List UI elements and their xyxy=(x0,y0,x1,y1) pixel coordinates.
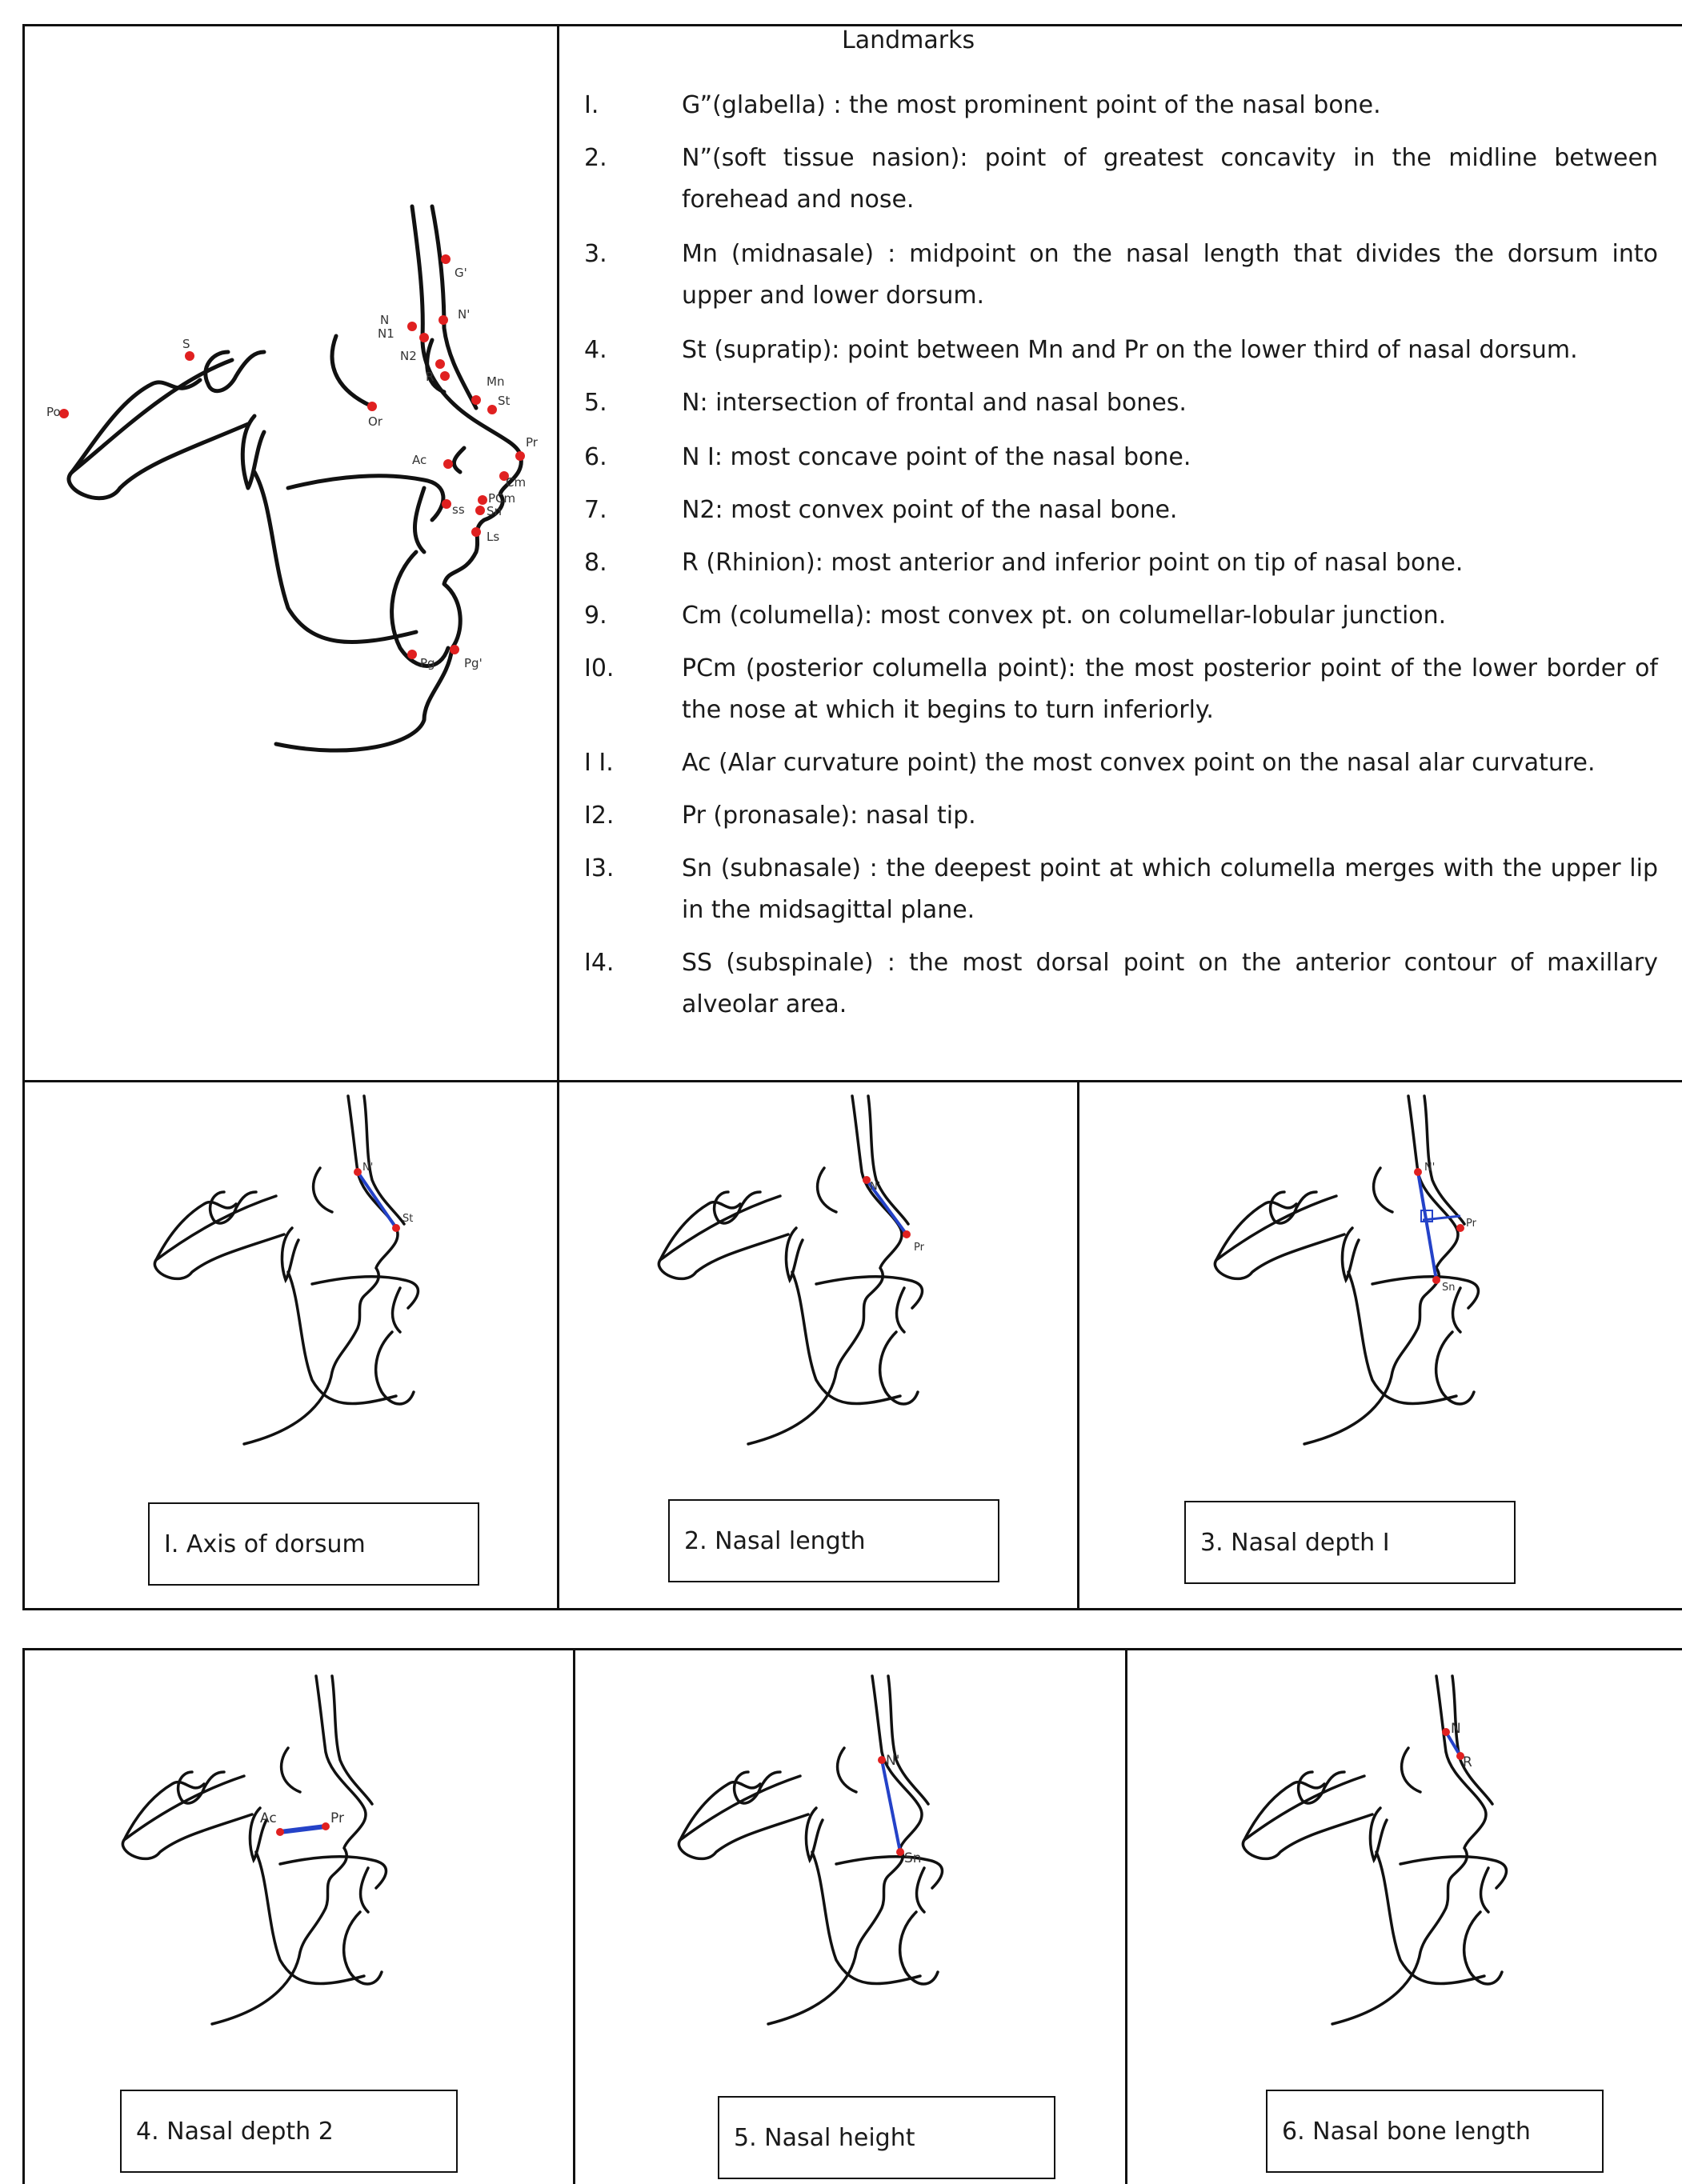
measurement-line xyxy=(358,1172,396,1228)
landmark-description: St (supratip): point between Mn and Pr on the lower third of nasal dorsum. xyxy=(682,336,1578,364)
label-st: St xyxy=(498,394,511,408)
landmark-number: 9. xyxy=(584,602,607,630)
outline-path xyxy=(361,1868,368,1912)
outline-path xyxy=(888,1676,928,1804)
outline-path xyxy=(1243,1814,1372,1858)
landmark-dot xyxy=(392,1224,400,1232)
profile-outline xyxy=(1215,1096,1478,1444)
profile-outline xyxy=(154,1096,418,1444)
label-mn: Mn xyxy=(487,374,505,389)
landmark-number: 7. xyxy=(584,496,607,524)
label-g-soft: G' xyxy=(455,266,467,280)
row2-bottom xyxy=(22,1608,1682,1610)
panel-6-figure xyxy=(1236,1672,1540,2048)
measurement-line xyxy=(1423,1216,1460,1220)
panel-4-figure xyxy=(116,1672,420,2048)
landmark-description: N2: most convex point of the nasal bone. xyxy=(682,496,1178,524)
outline-path xyxy=(332,1676,372,1804)
label-n1: N1 xyxy=(378,326,394,341)
outline-path xyxy=(1436,1332,1474,1404)
outline-path xyxy=(838,1748,856,1792)
row3-divider-2 xyxy=(1125,1648,1127,2184)
outline-path xyxy=(1400,1857,1507,1888)
label-s: S xyxy=(182,337,190,351)
landmark-label: N' xyxy=(362,1162,374,1174)
left-border-lower xyxy=(22,1648,25,2184)
landmark-number: 6. xyxy=(584,443,607,471)
landmark-label: Ac xyxy=(260,1810,277,1826)
outline-path xyxy=(1372,1277,1479,1308)
caption-nasal-bone-length: 6. Nasal bone length xyxy=(1266,2090,1604,2173)
landmark-dot xyxy=(903,1230,911,1238)
outline-path xyxy=(1244,1776,1364,1840)
outline-path xyxy=(1342,1228,1359,1280)
outline-path xyxy=(1348,1272,1456,1404)
profile-outline xyxy=(69,206,521,750)
landmark-description: N”(soft tissue nasion): point of greatest concavity in the midline between forehead and nose. xyxy=(682,144,1658,214)
landmark-description: N: intersection of frontal and nasal bones. xyxy=(682,389,1187,417)
outline-path xyxy=(1464,1912,1502,1984)
caption-nasal-length: 2. Nasal length xyxy=(668,1499,999,1582)
row3-top xyxy=(22,1648,1682,1650)
label-po: Po xyxy=(46,405,61,419)
outline-path xyxy=(917,1868,924,1912)
landmark-description: Cm (columella): most convex pt. on columellar-lobular junction. xyxy=(682,602,1447,630)
landmark-description: N I: most concave point of the nasal bone. xyxy=(682,443,1191,471)
landmark-description: Pr (pronasale): nasal tip. xyxy=(682,802,976,830)
outline-path xyxy=(1376,1852,1484,1984)
profile-outline xyxy=(122,1676,386,2024)
measurement-line xyxy=(1418,1172,1436,1280)
landmark-number: 3. xyxy=(584,240,607,268)
label-ss: ss xyxy=(452,502,465,517)
landmark-dot xyxy=(1456,1224,1464,1232)
outline-path xyxy=(154,1234,284,1278)
outline-path xyxy=(1453,1288,1460,1332)
panel-5-figure xyxy=(672,1672,976,2048)
landmark-label: N' xyxy=(870,1181,881,1193)
label-pg: Pg xyxy=(420,656,435,670)
row1-bottom xyxy=(22,1080,1682,1082)
landmark-description: Mn (midnasale) : midpoint on the nasal length that divides the dorsum into upper and lower dorsum. xyxy=(682,240,1658,310)
landmark-dot xyxy=(878,1756,886,1764)
outline-path xyxy=(680,1776,800,1840)
landmark-label: N' xyxy=(886,1753,900,1769)
outline-path xyxy=(1374,1168,1392,1212)
landmark-description: G”(glabella) : the most prominent point of the nasal bone. xyxy=(682,91,1381,119)
landmark-number: 5. xyxy=(584,389,607,417)
outline-path xyxy=(1452,1676,1492,1804)
landmark-dot xyxy=(1432,1276,1440,1284)
landmark-dot xyxy=(1414,1168,1422,1176)
label-n2: N2 xyxy=(400,349,417,363)
outline-path xyxy=(868,1096,908,1224)
landmark-number: I I. xyxy=(584,749,614,777)
landmark-label: Sn xyxy=(904,1850,922,1866)
landmark-label: St xyxy=(402,1213,414,1225)
outline-path xyxy=(256,1852,364,1984)
landmark-number: 8. xyxy=(584,549,607,577)
label-n-soft: N' xyxy=(458,307,471,322)
caption-nasal-depth-1: 3. Nasal depth I xyxy=(1184,1501,1516,1584)
outline-path xyxy=(792,1272,900,1404)
outline-path xyxy=(288,1272,396,1404)
panel-2-figure xyxy=(652,1092,956,1468)
label-r: R xyxy=(426,370,435,384)
landmark-dot xyxy=(276,1828,284,1836)
landmark-description: Ac (Alar curvature point) the most convex point on the nasal alar curvature. xyxy=(682,749,1596,777)
label-ls: Ls xyxy=(487,530,500,544)
profile-outline xyxy=(1243,1676,1506,2024)
landmark-dot xyxy=(354,1168,362,1176)
landmark-label: N' xyxy=(1424,1162,1436,1174)
outline-path xyxy=(659,1234,788,1278)
landmarks-title: Landmarks xyxy=(842,26,975,54)
outline-path xyxy=(880,1332,918,1404)
landmark-dot xyxy=(322,1822,330,1830)
main-cephalometric-figure xyxy=(48,200,560,776)
landmark-number: 4. xyxy=(584,336,607,364)
landmark-number: I0. xyxy=(584,654,615,682)
landmark-dot xyxy=(1442,1728,1450,1736)
outline-path xyxy=(1481,1868,1488,1912)
outline-path xyxy=(376,1332,414,1404)
landmark-number: 2. xyxy=(584,144,607,172)
caption-axis-of-dorsum: I. Axis of dorsum xyxy=(148,1502,479,1586)
left-border-upper xyxy=(22,24,25,1608)
outline-path xyxy=(818,1168,836,1212)
outline-path xyxy=(124,1776,244,1840)
outline-path xyxy=(1215,1234,1344,1278)
landmark-number: I2. xyxy=(584,802,615,830)
outline-path xyxy=(282,1228,298,1280)
caption-nasal-depth-2: 4. Nasal depth 2 xyxy=(120,2090,458,2173)
outline-path xyxy=(806,1808,823,1860)
outline-path xyxy=(900,1912,938,1984)
landmark-label: Pr xyxy=(914,1242,924,1254)
label-pr: Pr xyxy=(526,435,538,450)
landmark-dot xyxy=(896,1848,904,1856)
outline-path xyxy=(660,1196,780,1260)
outline-path xyxy=(393,1288,400,1332)
panel-3-figure xyxy=(1208,1092,1512,1468)
outline-path xyxy=(280,1857,386,1888)
row2-divider xyxy=(1077,1080,1079,1608)
landmark-label: R xyxy=(1463,1754,1472,1770)
landmark-description: SS (subspinale) : the most dorsal point on the anterior contour of maxillary alveolar area. xyxy=(682,949,1658,1018)
outline-path xyxy=(816,1277,923,1308)
outline-path xyxy=(122,1814,252,1858)
row3-divider-1 xyxy=(573,1648,575,2184)
outline-path xyxy=(897,1288,904,1332)
landmark-label: Pr xyxy=(330,1810,344,1826)
landmark-number: I. xyxy=(584,91,599,119)
outline-path xyxy=(1424,1096,1464,1224)
label-cm: Cm xyxy=(506,475,527,490)
label-pcm: PCm xyxy=(488,491,516,506)
landmark-number: I3. xyxy=(584,854,615,882)
outline-path xyxy=(1402,1748,1420,1792)
profile-outline xyxy=(659,1096,922,1444)
landmark-description: Sn (subnasale) : the deepest point at which columella merges with the upper lip in the midsagittal plane. xyxy=(682,854,1658,924)
outline-path xyxy=(282,1748,300,1792)
outline-path xyxy=(812,1852,920,1984)
label-ac: Ac xyxy=(412,453,427,467)
landmark-description: PCm (posterior columella point): the most posterior point of the lower border of the nose at which it begins to turn inferiorly. xyxy=(682,654,1658,724)
outline-path xyxy=(1216,1196,1336,1260)
outline-path xyxy=(314,1168,332,1212)
outline-path xyxy=(836,1857,943,1888)
outline-path xyxy=(679,1814,808,1858)
panel-1-figure xyxy=(148,1092,452,1468)
label-pg-soft: Pg' xyxy=(464,656,483,670)
outline-path xyxy=(1370,1808,1387,1860)
landmark-label: Sn xyxy=(1442,1282,1456,1294)
outline-path xyxy=(786,1228,803,1280)
outline-path xyxy=(364,1096,404,1224)
label-or: Or xyxy=(368,414,382,429)
landmark-description: R (Rhinion): most anterior and inferior point on tip of nasal bone. xyxy=(682,549,1464,577)
landmark-label: Pr xyxy=(1466,1218,1476,1230)
measurement-line xyxy=(280,1826,326,1832)
caption-nasal-height: 5. Nasal height xyxy=(718,2096,1055,2179)
label-n: N xyxy=(380,313,390,327)
label-sn: Sn xyxy=(487,504,503,518)
landmark-number: I4. xyxy=(584,949,615,977)
outline-path xyxy=(312,1277,418,1308)
landmark-label: N xyxy=(1451,1721,1461,1737)
outline-path xyxy=(344,1912,382,1984)
outline-path xyxy=(156,1196,276,1260)
